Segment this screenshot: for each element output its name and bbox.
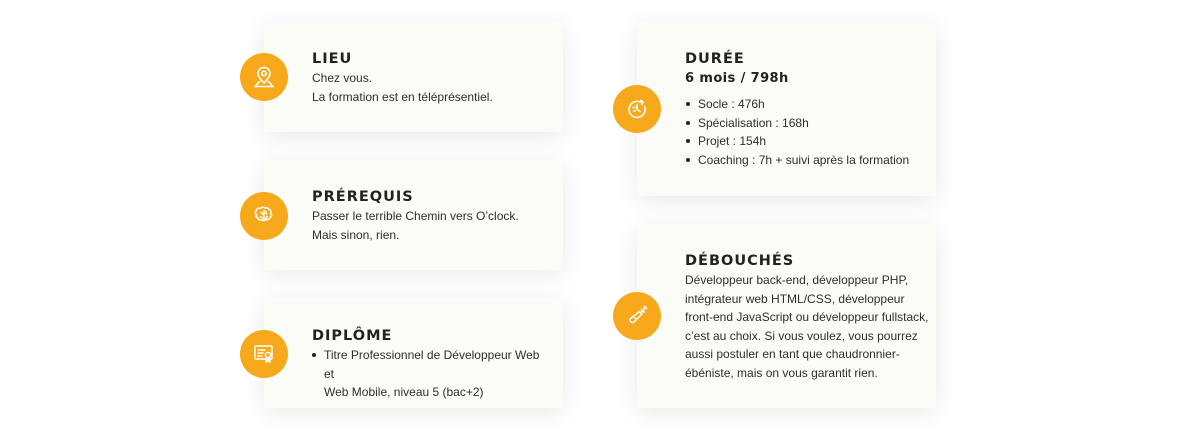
card-lieu-line: Chez vous. bbox=[312, 71, 373, 85]
card-debouches-line: ébéniste, mais on vous garantit rien. bbox=[685, 365, 878, 380]
card-prerequis-text bbox=[312, 207, 519, 244]
card-duree-title: DURÉE bbox=[685, 51, 745, 67]
card-diplome-list bbox=[311, 346, 551, 402]
card-diplome-title: DIPLÔME bbox=[312, 328, 393, 344]
list-item: Spécialisation : 168h bbox=[685, 114, 925, 133]
list-item: Coaching : 7h + suivi après la formation bbox=[685, 151, 925, 170]
card-lieu-line: La formation est en téléprésentiel. bbox=[312, 89, 493, 104]
list-item: Projet : 154h bbox=[685, 132, 925, 151]
card-duree-subtitle: 6 mois / 798h bbox=[685, 71, 789, 86]
list-item bbox=[311, 346, 551, 402]
list-item: Socle : 476h bbox=[685, 95, 925, 114]
location-pin-icon bbox=[240, 53, 288, 101]
card-duree-list bbox=[685, 95, 925, 169]
diploma-certificate-icon bbox=[240, 330, 288, 378]
list-item-line: Web Mobile, niveau 5 (bac+2) bbox=[324, 385, 484, 399]
card-debouches-line: Développeur back-end, développeur PHP, bbox=[685, 273, 909, 287]
stopwatch-icon bbox=[613, 85, 661, 133]
card-debouches-title: DÉBOUCHÉS bbox=[685, 253, 795, 269]
card-debouches-line: intégrateur web HTML/CSS, développeur bbox=[685, 291, 905, 306]
card-prerequis-title: PRÉREQUIS bbox=[312, 189, 414, 205]
card-debouches-line: front-end JavaScript ou développeur fullstack, bbox=[685, 310, 929, 324]
card-prerequis-line: Passer le terrible Chemin vers O’clock. bbox=[312, 209, 519, 223]
card-lieu-title: LIEU bbox=[312, 51, 353, 67]
card-debouches-line: c’est au choix. Si vous voulez, vous pourrez bbox=[685, 328, 918, 343]
card-debouches-text bbox=[685, 271, 928, 382]
card-debouches-line: aussi postuler en tant que chaudronnier- bbox=[685, 347, 900, 361]
card-lieu-text bbox=[312, 69, 493, 106]
brain-icon bbox=[240, 192, 288, 240]
list-item-line: Titre Professionnel de Développeur Web et bbox=[324, 348, 540, 381]
card-prerequis-line: Mais sinon, rien. bbox=[312, 227, 400, 242]
champagne-bottle-icon bbox=[613, 292, 661, 340]
